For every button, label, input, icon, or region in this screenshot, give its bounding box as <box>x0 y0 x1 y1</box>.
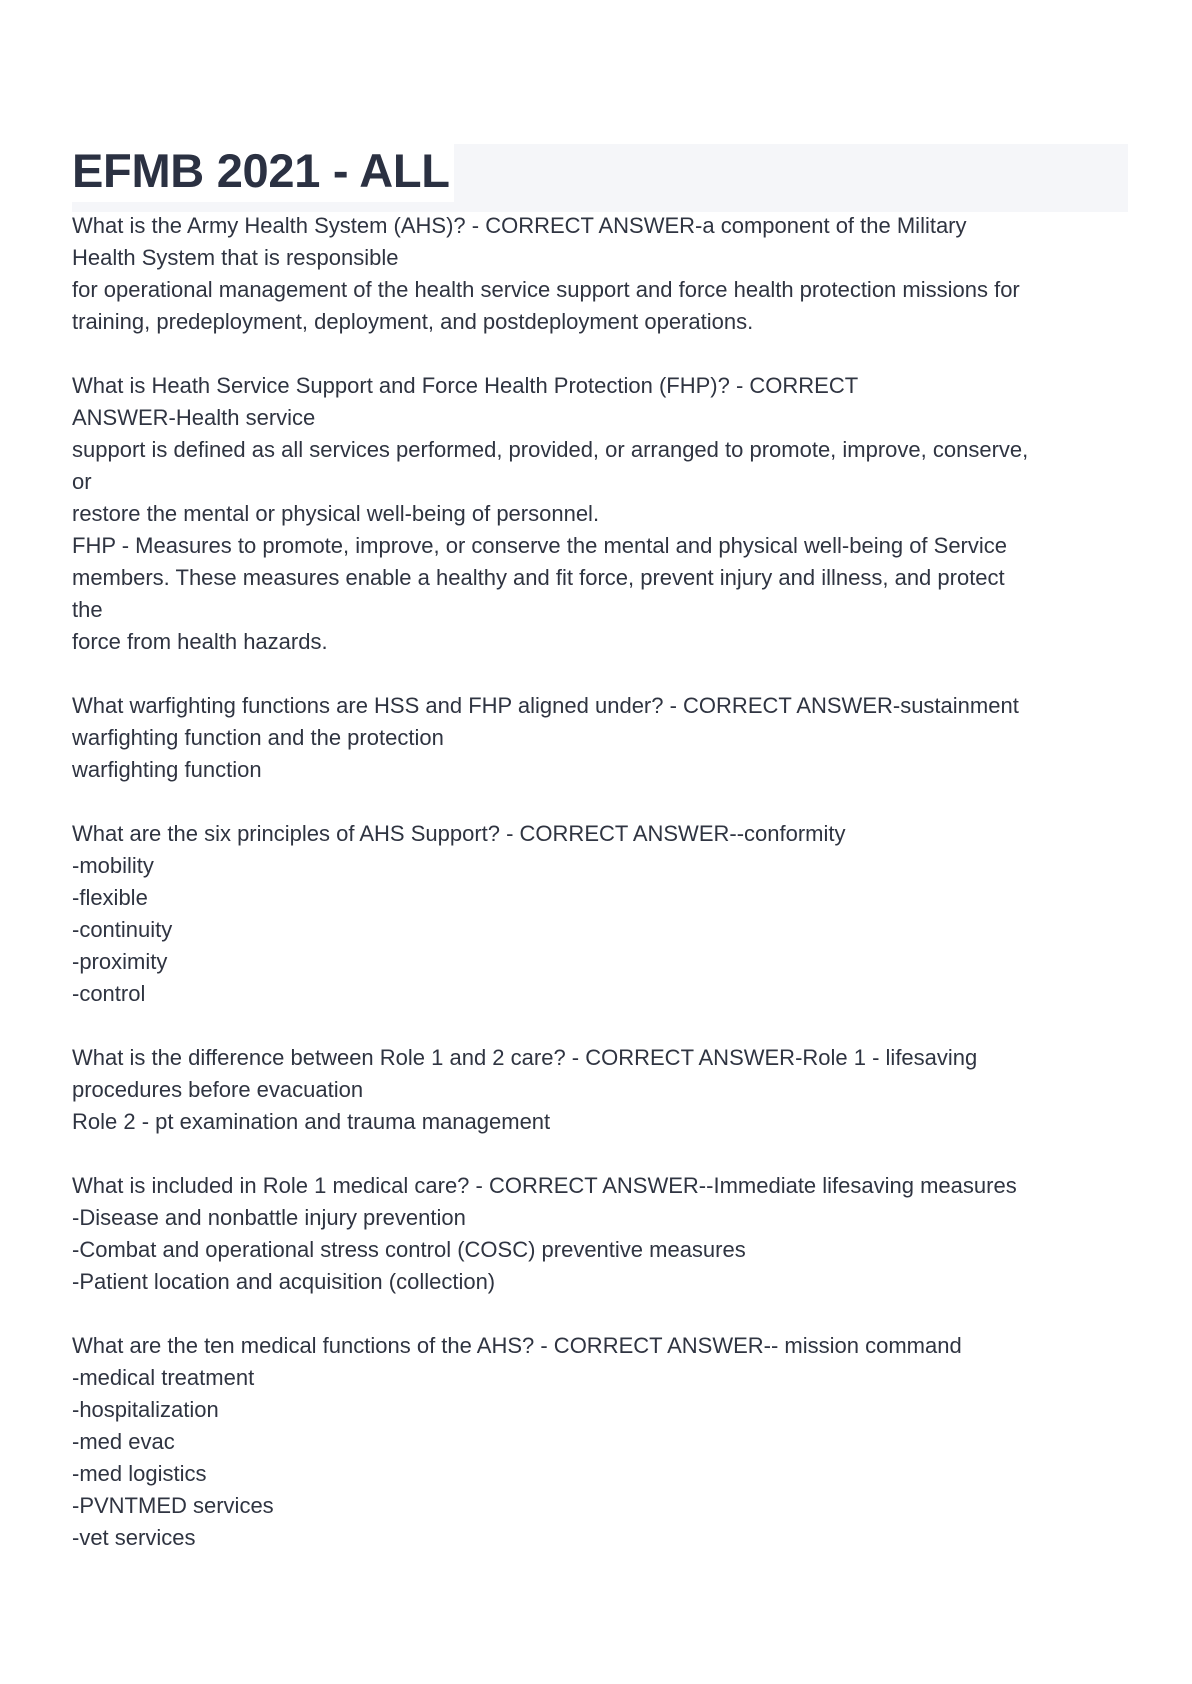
qa-line: -med evac <box>72 1429 175 1454</box>
qa-line: -proximity <box>72 949 168 974</box>
qa-line: -hospitalization <box>72 1397 219 1422</box>
qa-entry <box>72 370 1142 658</box>
qa-line: for operational management of the health service support and force health protection missions for <box>72 277 1020 302</box>
qa-line: -continuity <box>72 917 173 942</box>
qa-line: warfighting function and the protection <box>72 725 444 750</box>
qa-line: -flexible <box>72 885 148 910</box>
qa-entry <box>72 690 1142 786</box>
qa-line: ANSWER-Health service <box>72 405 316 430</box>
qa-line: -control <box>72 981 146 1006</box>
qa-entry <box>72 1330 1142 1554</box>
qa-line: -med logistics <box>72 1461 207 1486</box>
qa-line: -Disease and nonbattle injury prevention <box>72 1205 466 1230</box>
qa-entry <box>72 818 1142 1010</box>
qa-line: What is the Army Health System (AHS)? - CORRECT ANSWER-a component of the Military <box>72 213 967 238</box>
qa-line: -Patient location and acquisition (collection) <box>72 1269 496 1294</box>
qa-line: FHP - Measures to promote, improve, or conserve the mental and physical well-being of Service <box>72 533 1008 558</box>
qa-line: What warfighting functions are HSS and FHP aligned under? - CORRECT ANSWER-sustainment <box>72 693 1019 718</box>
qa-line: or <box>72 469 92 494</box>
qa-line: warfighting function <box>72 757 262 782</box>
qa-line: restore the mental or physical well-being of personnel. <box>72 501 600 526</box>
qa-line: What is included in Role 1 medical care? - CORRECT ANSWER--Immediate lifesaving measures <box>72 1173 1017 1198</box>
qa-line: -vet services <box>72 1525 196 1550</box>
qa-content <box>72 210 1142 1586</box>
qa-entry <box>72 1170 1142 1298</box>
qa-line: What are the ten medical functions of the AHS? - CORRECT ANSWER-- mission command <box>72 1333 962 1358</box>
qa-line: What are the six principles of AHS Support? - CORRECT ANSWER--conformity <box>72 821 846 846</box>
qa-line: What is Heath Service Support and Force Health Protection (FHP)? - CORRECT <box>72 373 859 398</box>
page-title: EFMB 2021 - ALL <box>72 140 454 202</box>
qa-line: -Combat and operational stress control (COSC) preventive measures <box>72 1237 746 1262</box>
qa-line: procedures before evacuation <box>72 1077 364 1102</box>
qa-entry <box>72 1042 1142 1138</box>
qa-entry <box>72 210 1142 338</box>
qa-line: members. These measures enable a healthy and fit force, prevent injury and illness, and protect <box>72 565 1005 590</box>
qa-line: the <box>72 597 103 622</box>
qa-line: training, predeployment, deployment, and postdeployment operations. <box>72 309 754 334</box>
qa-line: Health System that is responsible <box>72 245 399 270</box>
qa-line: support is defined as all services performed, provided, or arranged to promote, improve, conserve, <box>72 437 1029 462</box>
qa-line: What is the difference between Role 1 and 2 care? - CORRECT ANSWER-Role 1 - lifesaving <box>72 1045 978 1070</box>
qa-line: -medical treatment <box>72 1365 255 1390</box>
qa-line: Role 2 - pt examination and trauma management <box>72 1109 551 1134</box>
qa-line: -mobility <box>72 853 154 878</box>
qa-line: -PVNTMED services <box>72 1493 274 1518</box>
qa-line: force from health hazards. <box>72 629 328 654</box>
